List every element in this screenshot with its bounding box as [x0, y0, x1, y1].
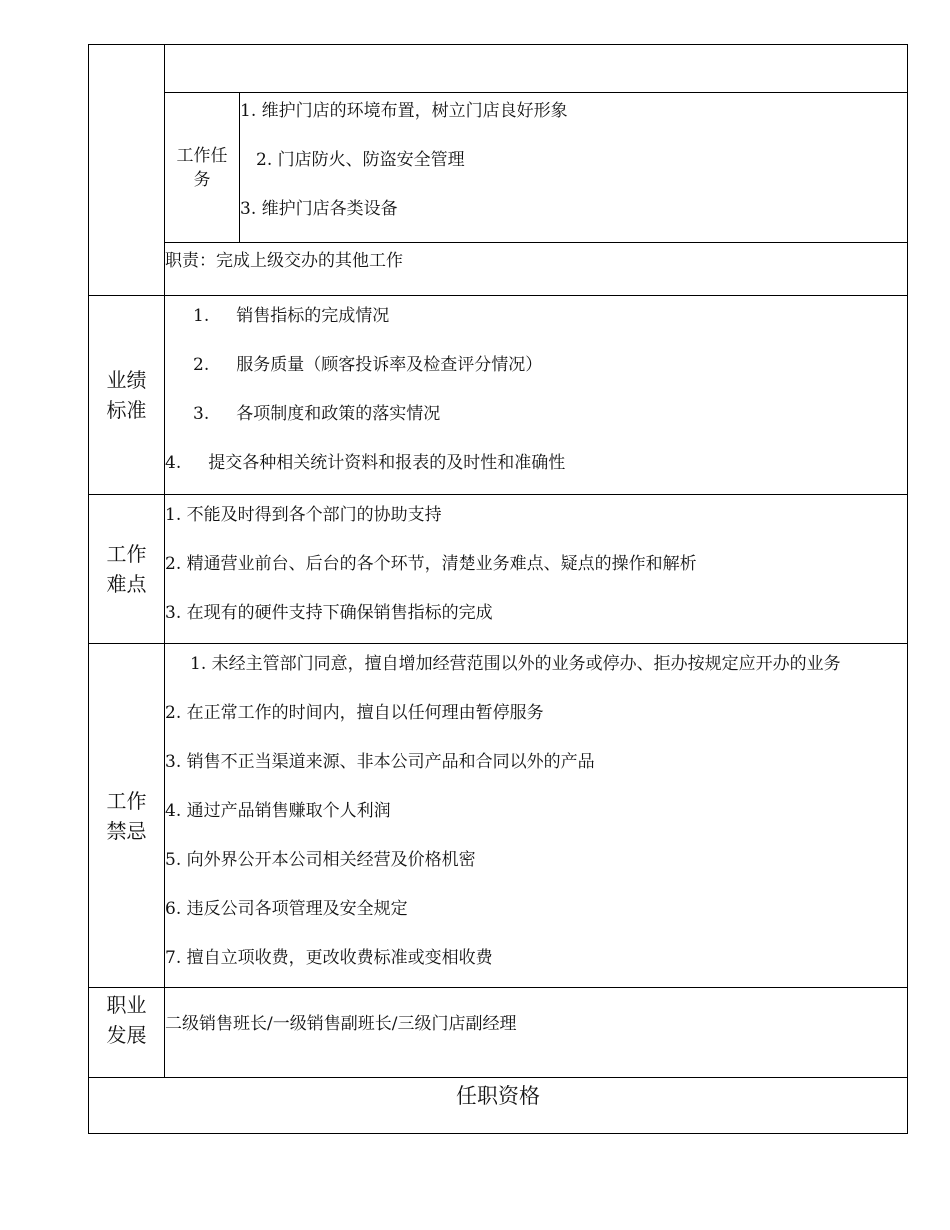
duty-cell	[165, 243, 908, 296]
taboos-row	[89, 644, 908, 988]
duty-text: 职责：完成上级交办的其他工作	[165, 251, 403, 271]
taboo-item: 7. 擅自立项收费，更改收费标准或变相收费	[165, 948, 493, 968]
task-item: 2. 门店防火、防盗安全管理	[256, 150, 465, 170]
performance-item: 1. 销售指标的完成情况	[193, 306, 390, 326]
performance-content	[165, 296, 908, 495]
taboo-item: 5. 向外界公开本公司相关经营及价格机密	[165, 850, 476, 870]
difficulty-item: 1. 不能及时得到各个部门的协助支持	[165, 505, 442, 525]
work-tasks-label: 工作任 务	[165, 93, 240, 242]
taboo-item: 3. 销售不正当渠道来源、非本公司产品和合同以外的产品	[165, 752, 595, 772]
difficulties-row	[89, 495, 908, 644]
qualifications-row	[89, 1078, 908, 1134]
blank-top-cell	[165, 45, 908, 93]
performance-label: 业绩 标准	[89, 296, 165, 495]
performance-item: 3. 各项制度和政策的落实情况	[193, 404, 441, 424]
taboo-item: 2. 在正常工作的时间内，擅自以任何理由暂停服务	[165, 703, 544, 723]
difficulty-item: 2. 精通营业前台、后台的各个环节，清楚业务难点、疑点的操作和解析	[165, 554, 697, 574]
qualifications-cell	[89, 1078, 908, 1134]
career-label: 职业 发展	[89, 988, 165, 1078]
job-description-table	[88, 44, 908, 1134]
taboo-item: 4. 通过产品销售赚取个人利润	[165, 801, 391, 821]
career-row	[89, 988, 908, 1078]
difficulties-content	[165, 495, 908, 644]
duties-label-cell	[89, 45, 165, 296]
career-path: 二级销售班长/一级销售副班长/三级门店副经理	[165, 1014, 517, 1034]
performance-item: 4. 提交各种相关统计资料和报表的及时性和准确性	[165, 453, 566, 473]
career-content	[165, 988, 908, 1078]
qualifications-title: 任职资格	[456, 1084, 540, 1108]
work-tasks-cell	[165, 93, 908, 243]
task-item: 1. 维护门店的环境布置，树立门店良好形象	[240, 101, 568, 121]
difficulty-item: 3. 在现有的硬件支持下确保销售指标的完成	[165, 603, 493, 623]
taboo-item: 6. 违反公司各项管理及安全规定	[165, 899, 408, 919]
task-item: 3. 维护门店各类设备	[240, 199, 398, 219]
taboos-label: 工作 禁忌	[89, 644, 165, 988]
performance-item: 2. 服务质量（顾客投诉率及检查评分情况）	[193, 355, 543, 375]
taboos-content	[165, 644, 908, 988]
performance-row	[89, 296, 908, 495]
duties-row	[89, 45, 908, 93]
difficulties-label: 工作 难点	[89, 495, 165, 644]
taboo-item: 1. 未经主管部门同意，擅自增加经营范围以外的业务或停办、拒办按规定应开办的业务	[190, 654, 841, 674]
